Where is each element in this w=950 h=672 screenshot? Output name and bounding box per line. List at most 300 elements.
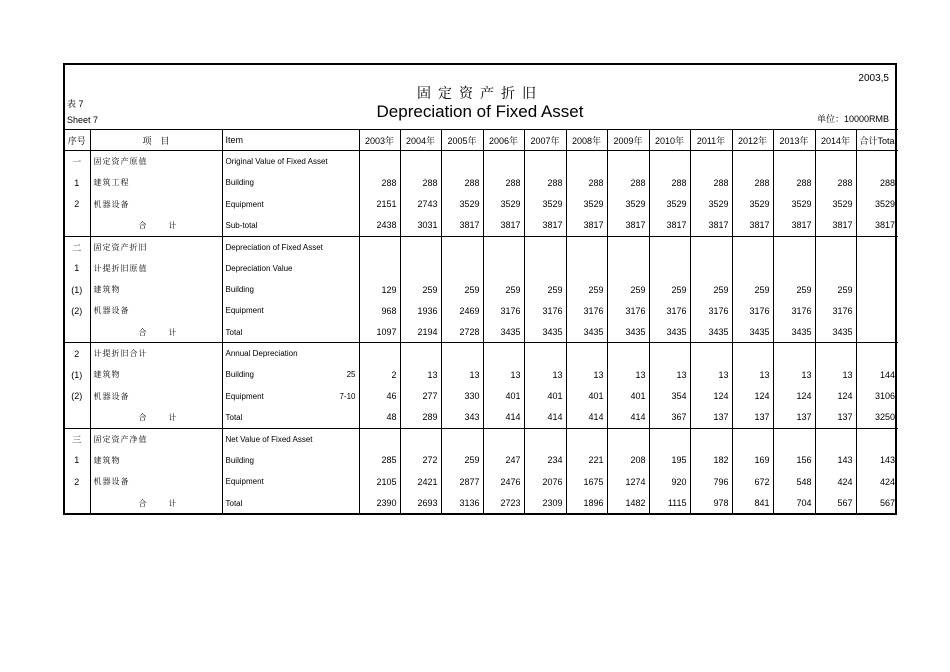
row-label-english [222,492,359,513]
value-cell: 2469 [441,300,483,321]
value-cell: 2105 [359,471,400,492]
value-cell: 3176 [566,300,607,321]
value-cell: 124 [773,386,815,407]
value-cell [773,428,815,449]
value-cell [690,343,732,364]
value-cell: 3817 [483,215,524,236]
row-number [64,492,90,513]
value-cell: 259 [441,450,483,471]
row-label-chinese: 合计 [90,322,222,343]
row-number: 2 [74,348,80,359]
value-cell: 13 [690,364,732,385]
table-row [64,322,898,343]
row-label-english-text: Building [225,285,254,295]
value-cell [483,236,524,257]
value-cell: 288 [524,172,566,193]
value-cell: 401 [483,386,524,407]
value-cell [607,428,649,449]
row-number: 2 [74,476,80,487]
column-header: 2010年 [649,130,690,151]
row-label-english-text: Building [225,178,254,188]
value-cell: 2728 [441,322,483,343]
depreciation-years-note: 7-10 [339,391,356,401]
table-row [64,343,898,364]
value-cell: 3031 [400,215,441,236]
value-cell: 3435 [483,322,524,343]
value-cell: 221 [566,450,607,471]
value-cell: 288 [856,172,898,193]
row-label-english-text: Equipment [225,306,264,316]
value-cell: 124 [690,386,732,407]
value-cell: 3529 [566,194,607,215]
value-cell: 3176 [690,300,732,321]
row-label-english [222,151,359,172]
row-label-chinese: 建筑物 [90,279,222,300]
value-cell [732,236,773,257]
column-header: 2008年 [566,130,607,151]
value-cell: 259 [483,279,524,300]
table-header-row [64,130,898,151]
value-cell [483,151,524,172]
value-cell [524,151,566,172]
column-header: 2007年 [524,130,566,151]
value-cell: 3817 [649,215,690,236]
value-cell: 288 [607,172,649,193]
value-cell [690,236,732,257]
value-cell: 3176 [649,300,690,321]
row-label-chinese: 机器设备 [90,386,222,407]
value-cell: 137 [690,407,732,428]
row-number: (2) [71,305,83,316]
value-cell: 247 [483,450,524,471]
table-row [64,215,898,236]
value-cell [359,343,400,364]
column-header: 合计Total [856,130,898,151]
value-cell: 567 [815,492,856,513]
value-cell [815,428,856,449]
value-cell [566,343,607,364]
value-cell: 1936 [400,300,441,321]
column-header: 2003年 [359,130,400,151]
value-cell [524,258,566,279]
value-cell: 2723 [483,492,524,513]
row-label-chinese: 建筑物 [90,450,222,471]
value-cell: 144 [856,364,898,385]
row-label-english [222,258,359,279]
value-cell [856,343,898,364]
value-cell: 3817 [815,215,856,236]
row-label-english [222,428,359,449]
value-cell: 1675 [566,471,607,492]
row-label-english [222,407,359,428]
column-header: 2011年 [690,130,732,151]
value-cell: 3176 [815,300,856,321]
row-label-english [222,450,359,471]
value-cell: 46 [359,386,400,407]
value-cell: 277 [400,386,441,407]
row-number: 1 [74,177,80,188]
value-cell [649,151,690,172]
row-label-english-text: Total [225,327,243,337]
value-cell: 288 [732,172,773,193]
value-cell: 1274 [607,471,649,492]
value-cell: 2476 [483,471,524,492]
value-cell: 401 [607,386,649,407]
row-number: 1 [74,263,80,274]
value-cell [524,428,566,449]
value-cell [566,236,607,257]
value-cell: 3817 [856,215,898,236]
column-header: 2012年 [732,130,773,151]
column-header: 项 目 [90,130,222,151]
value-cell [773,258,815,279]
value-cell: 2151 [359,194,400,215]
row-number: 三 [72,434,82,445]
row-label-english-text: Building [225,370,254,380]
row-label-english [222,300,359,321]
table-row [64,300,898,321]
value-cell [441,428,483,449]
table-row [64,492,898,513]
unit-label: 单位：10000RMB [816,114,889,124]
value-cell [359,428,400,449]
value-cell: 208 [607,450,649,471]
value-cell: 3435 [732,322,773,343]
value-cell: 13 [649,364,690,385]
value-cell [690,428,732,449]
value-cell [441,258,483,279]
value-cell [607,236,649,257]
row-number: 1 [74,455,80,466]
value-cell [483,258,524,279]
value-cell [400,236,441,257]
value-cell: 234 [524,450,566,471]
value-cell: 3529 [649,194,690,215]
value-cell: 3817 [607,215,649,236]
value-cell: 143 [856,450,898,471]
row-label-english-text: Depreciation of Fixed Asset [225,242,323,252]
value-cell [815,151,856,172]
value-cell: 2877 [441,471,483,492]
value-cell: 1115 [649,492,690,513]
value-cell [856,258,898,279]
value-cell [856,151,898,172]
row-label-english-text: Equipment [225,199,264,209]
value-cell: 567 [856,492,898,513]
value-cell: 2438 [359,215,400,236]
row-label-english [222,343,359,364]
table-row [64,428,898,449]
value-cell: 137 [732,407,773,428]
value-cell: 343 [441,407,483,428]
value-cell: 259 [524,279,566,300]
column-header: 2004年 [400,130,441,151]
value-cell [773,236,815,257]
value-cell: 259 [607,279,649,300]
value-cell: 3435 [607,322,649,343]
value-cell: 414 [483,407,524,428]
value-cell [607,343,649,364]
row-label-english-text: Net Value of Fixed Asset [225,434,313,444]
row-label-chinese: 机器设备 [90,194,222,215]
table-row [64,364,898,385]
value-cell: 288 [483,172,524,193]
table-row [64,151,898,172]
row-label-chinese: 建筑工程 [90,172,222,193]
column-header: 2009年 [607,130,649,151]
value-cell: 2309 [524,492,566,513]
value-cell: 3529 [690,194,732,215]
row-label-english-text: Total [225,498,243,508]
row-number: (1) [71,369,83,380]
value-cell: 3176 [773,300,815,321]
value-cell: 414 [566,407,607,428]
value-cell: 13 [815,364,856,385]
value-cell [856,279,898,300]
value-cell: 3435 [773,322,815,343]
value-cell: 272 [400,450,441,471]
value-cell: 3176 [607,300,649,321]
row-label-chinese: 计提折旧原值 [90,258,222,279]
value-cell [359,258,400,279]
value-cell: 1097 [359,322,400,343]
value-cell [483,428,524,449]
value-cell: 13 [773,364,815,385]
depreciation-years-note: 25 [346,370,356,380]
value-cell: 3529 [815,194,856,215]
value-cell: 2390 [359,492,400,513]
value-cell: 3817 [524,215,566,236]
value-cell [856,300,898,321]
value-cell [732,428,773,449]
value-cell: 3136 [441,492,483,513]
value-cell [856,236,898,257]
table-row [64,471,898,492]
value-cell: 288 [690,172,732,193]
value-cell: 13 [607,364,649,385]
table-row [64,279,898,300]
value-cell: 3529 [773,194,815,215]
value-cell: 841 [732,492,773,513]
value-cell: 288 [566,172,607,193]
row-label-chinese: 固定资产原值 [90,151,222,172]
value-cell: 129 [359,279,400,300]
row-label-chinese: 建筑物 [90,364,222,385]
value-cell: 259 [732,279,773,300]
value-cell: 288 [400,172,441,193]
value-cell [732,343,773,364]
value-cell [566,428,607,449]
value-cell: 169 [732,450,773,471]
value-cell: 124 [815,386,856,407]
row-label-chinese: 计提折旧合计 [90,343,222,364]
row-label-english [222,471,359,492]
value-cell [690,151,732,172]
value-cell: 3529 [732,194,773,215]
row-label-english [222,322,359,343]
value-cell [649,258,690,279]
value-cell [483,343,524,364]
value-cell: 289 [400,407,441,428]
value-cell: 259 [400,279,441,300]
row-label-english-text: Depreciation Value [225,263,293,273]
value-cell: 2421 [400,471,441,492]
value-cell [856,322,898,343]
value-cell: 124 [732,386,773,407]
value-cell: 259 [690,279,732,300]
row-label-english-text: Original Value of Fixed Asset [225,157,328,167]
value-cell: 3817 [773,215,815,236]
value-cell: 424 [815,471,856,492]
value-cell: 3435 [524,322,566,343]
value-cell: 13 [732,364,773,385]
value-cell: 3176 [483,300,524,321]
row-label-chinese: 合计 [90,407,222,428]
value-cell: 978 [690,492,732,513]
value-cell: 1896 [566,492,607,513]
column-header: 2006年 [483,130,524,151]
column-header: 2014年 [815,130,856,151]
value-cell [524,343,566,364]
table-row [64,258,898,279]
value-cell: 137 [773,407,815,428]
value-cell: 3435 [566,322,607,343]
value-cell: 259 [441,279,483,300]
row-label-english-text: Equipment [225,477,264,487]
value-cell: 3435 [690,322,732,343]
row-number: (1) [71,284,83,295]
row-number: 一 [72,157,82,168]
value-cell [856,428,898,449]
row-label-english [222,215,359,236]
row-number [64,322,90,343]
value-cell: 3176 [524,300,566,321]
row-label-english-text: Building [225,455,254,465]
column-header: 序号 [64,130,90,151]
sheet-label-english: Sheet 7 [67,115,99,125]
value-cell [815,236,856,257]
value-cell: 3176 [732,300,773,321]
value-cell: 330 [441,386,483,407]
value-cell: 48 [359,407,400,428]
value-cell [815,258,856,279]
value-cell [566,258,607,279]
value-cell: 3529 [607,194,649,215]
value-cell: 137 [815,407,856,428]
value-cell [359,151,400,172]
value-cell [607,151,649,172]
table-row [64,450,898,471]
row-label-english [222,194,359,215]
table-row [64,236,898,257]
row-label-english [222,236,359,257]
value-cell: 13 [400,364,441,385]
column-header: 2005年 [441,130,483,151]
table-row [64,194,898,215]
column-header: Item [222,130,359,151]
value-cell: 796 [690,471,732,492]
value-cell: 354 [649,386,690,407]
value-cell [649,428,690,449]
row-number: (2) [71,391,83,402]
value-cell [815,343,856,364]
value-cell: 424 [856,471,898,492]
row-label-english-text: Total [225,412,243,422]
value-cell: 259 [773,279,815,300]
table-row [64,407,898,428]
value-cell: 2 [359,364,400,385]
value-cell [400,343,441,364]
sheet-label-chinese: 表 7 [67,99,84,109]
value-cell: 288 [773,172,815,193]
row-label-chinese: 机器设备 [90,300,222,321]
value-cell: 3817 [690,215,732,236]
value-cell: 3529 [524,194,566,215]
value-cell: 3817 [441,215,483,236]
value-cell: 259 [815,279,856,300]
value-cell: 288 [649,172,690,193]
value-cell: 3529 [856,194,898,215]
value-cell: 143 [815,450,856,471]
row-label-english-text: Annual Depreciation [225,349,298,359]
value-cell: 13 [566,364,607,385]
value-cell [566,151,607,172]
value-cell: 3529 [441,194,483,215]
value-cell: 156 [773,450,815,471]
value-cell [441,151,483,172]
value-cell: 367 [649,407,690,428]
value-cell [400,428,441,449]
value-cell: 195 [649,450,690,471]
value-cell [400,258,441,279]
row-label-chinese: 固定资产净值 [90,428,222,449]
row-number [64,407,90,428]
value-cell: 288 [359,172,400,193]
row-label-english-text: Sub-total [225,220,258,230]
row-label-chinese: 合计 [90,492,222,513]
title-english: Depreciation of Fixed Asset [376,102,584,121]
value-cell: 288 [441,172,483,193]
value-cell: 3817 [732,215,773,236]
row-label-english [222,172,359,193]
value-cell: 3250 [856,407,898,428]
table-row [64,386,898,407]
row-label-chinese: 机器设备 [90,471,222,492]
value-cell: 704 [773,492,815,513]
row-label-english [222,279,359,300]
document-frame [63,63,897,515]
value-cell [773,151,815,172]
row-label-english-text: Equipment [225,391,264,401]
value-cell [773,343,815,364]
value-cell: 968 [359,300,400,321]
value-cell: 3817 [566,215,607,236]
value-cell: 2693 [400,492,441,513]
value-cell: 414 [524,407,566,428]
row-label-chinese: 固定资产折旧 [90,236,222,257]
value-cell: 13 [524,364,566,385]
value-cell: 3435 [815,322,856,343]
value-cell: 672 [732,471,773,492]
value-cell: 2743 [400,194,441,215]
value-cell [607,258,649,279]
value-cell: 3435 [649,322,690,343]
value-cell: 2076 [524,471,566,492]
value-cell [649,236,690,257]
report-date: 2003,5 [858,73,889,84]
value-cell: 288 [815,172,856,193]
depreciation-table [64,129,898,514]
